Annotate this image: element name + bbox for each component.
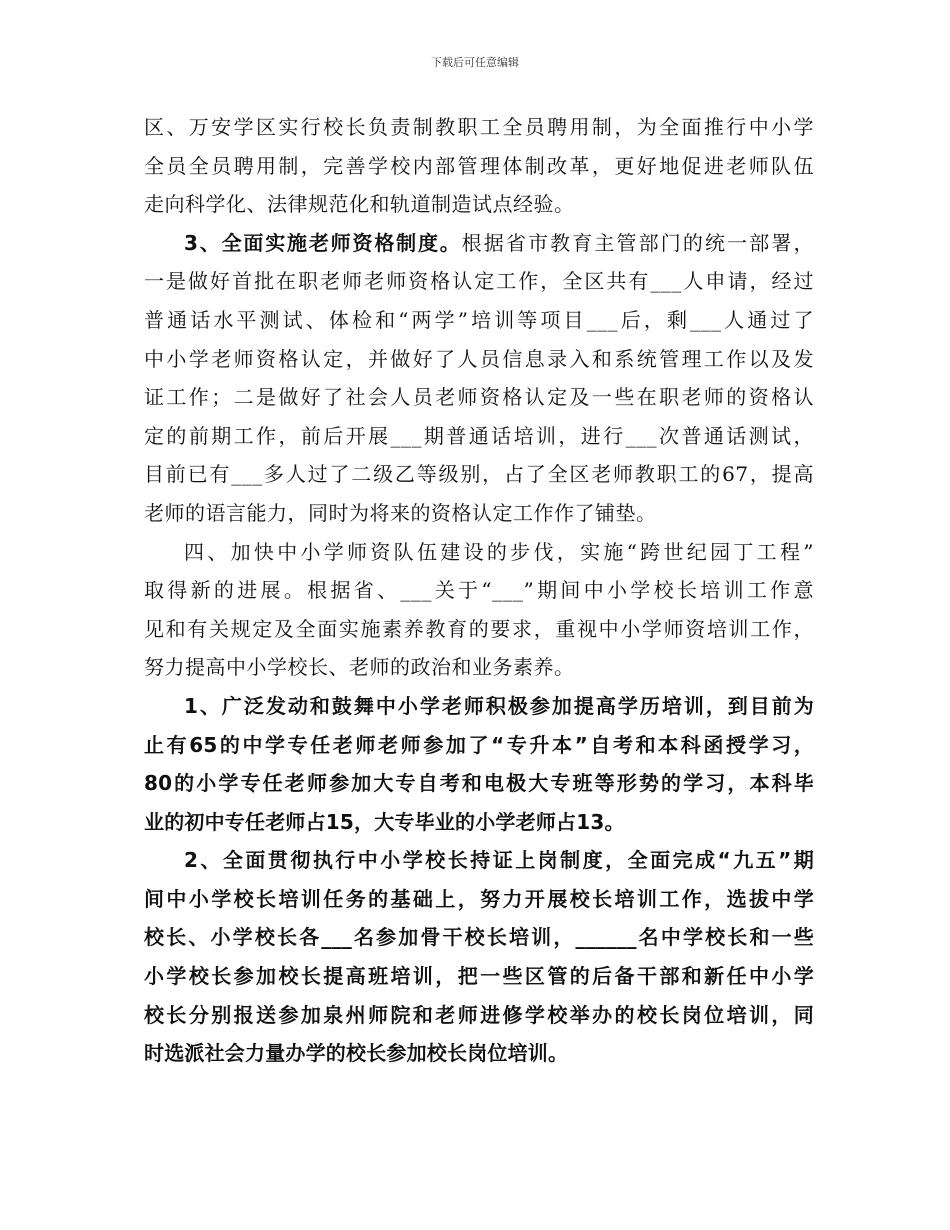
- text-line: 时选派社会力量办学的校长参加校长岗位培训。: [144, 1041, 569, 1066]
- bold-lead: 3、全面实施老师资格制度。: [184, 230, 462, 255]
- text-line: 老师的语言能力，同时为将来的资格认定工作作了铺垫。: [144, 500, 657, 525]
- text-line: 四、加快中小学师资队伍建设的步伐，实施“跨世纪园丁工程”: [184, 539, 814, 564]
- text-line: 走向科学化、法律规范化和轨道制造试点经验。: [144, 192, 575, 217]
- text-line: 小学校长参加校长提高班培训，把一些区管的后备干部和新任中小学: [144, 964, 814, 989]
- paragraph-bold: [144, 687, 814, 841]
- text-line: 中小学老师资格认定，并做好了人员信息录入和系统管理工作以及发: [144, 346, 814, 371]
- text-line: 努力提高中小学校长、老师的政治和业务素养。: [144, 655, 575, 680]
- text-line: 校长、小学校长各___名参加骨干校长培训，______名中学校长和一些: [144, 925, 814, 950]
- text-line: 2、全面贯彻执行中小学校长持证上岗制度，全面完成“九五”期: [184, 848, 814, 873]
- text-line: 普通话水平测试、体检和“两学”培训等项目___后，剩___人通过了: [144, 307, 814, 332]
- text-line: 取得新的进展。根据省、___关于“___”期间中小学校长培训工作意: [144, 578, 814, 603]
- text-line: 业的初中专任老师占15，大专毕业的小学老师占13。: [144, 809, 625, 834]
- text-line: 全员全员聘用制，完善学校内部管理体制改革，更好地促进老师队伍: [144, 153, 814, 178]
- text-line: 区、万安学区实行校长负责制教职工全员聘用制，为全面推行中小学: [144, 115, 814, 139]
- text-line: 定的前期工作，前后开展___期普通话培训，进行___次普通话测试，: [144, 423, 814, 448]
- text-line: 目前已有___多人过了二级乙等级别，占了全区老师教职工的67，提高: [144, 462, 814, 487]
- text-line: 一是做好首批在职老师老师资格认定工作，全区共有___人申请，经过: [144, 269, 814, 294]
- text-line: [144, 224, 814, 263]
- text-line: 证工作；二是做好了社会人员老师资格认定及一些在职老师的资格认: [144, 385, 814, 410]
- text-line: 80的小学专任老师参加大专自考和电极大专班等形势的学习，本科毕: [144, 771, 814, 796]
- text-line: 见和有关规定及全面实施素养教育的要求，重视中小学师资培训工作，: [144, 616, 814, 641]
- paragraph: [144, 224, 814, 533]
- paragraph: [144, 533, 814, 687]
- page-header: 下载后可任意编辑: [431, 56, 519, 69]
- text-line: 1、广泛发动和鼓舞中小学老师积极参加提高学历培训，到目前为: [184, 693, 814, 718]
- text-run: 根据省市教育主管部门的统一部署，: [461, 230, 814, 255]
- text-line: 间中小学校长培训任务的基础上，努力开展校长培训工作，选拔中学: [144, 886, 814, 911]
- paragraph-bold: [144, 841, 814, 1073]
- document-body: [144, 108, 814, 1073]
- text-line: 校长分别报送参加泉州师院和老师进修学校举办的校长岗位培训，同: [144, 1002, 814, 1027]
- text-line: 止有65的中学专任老师老师参加了“专升本”自考和本科函授学习，: [144, 732, 814, 757]
- paragraph: [144, 108, 814, 224]
